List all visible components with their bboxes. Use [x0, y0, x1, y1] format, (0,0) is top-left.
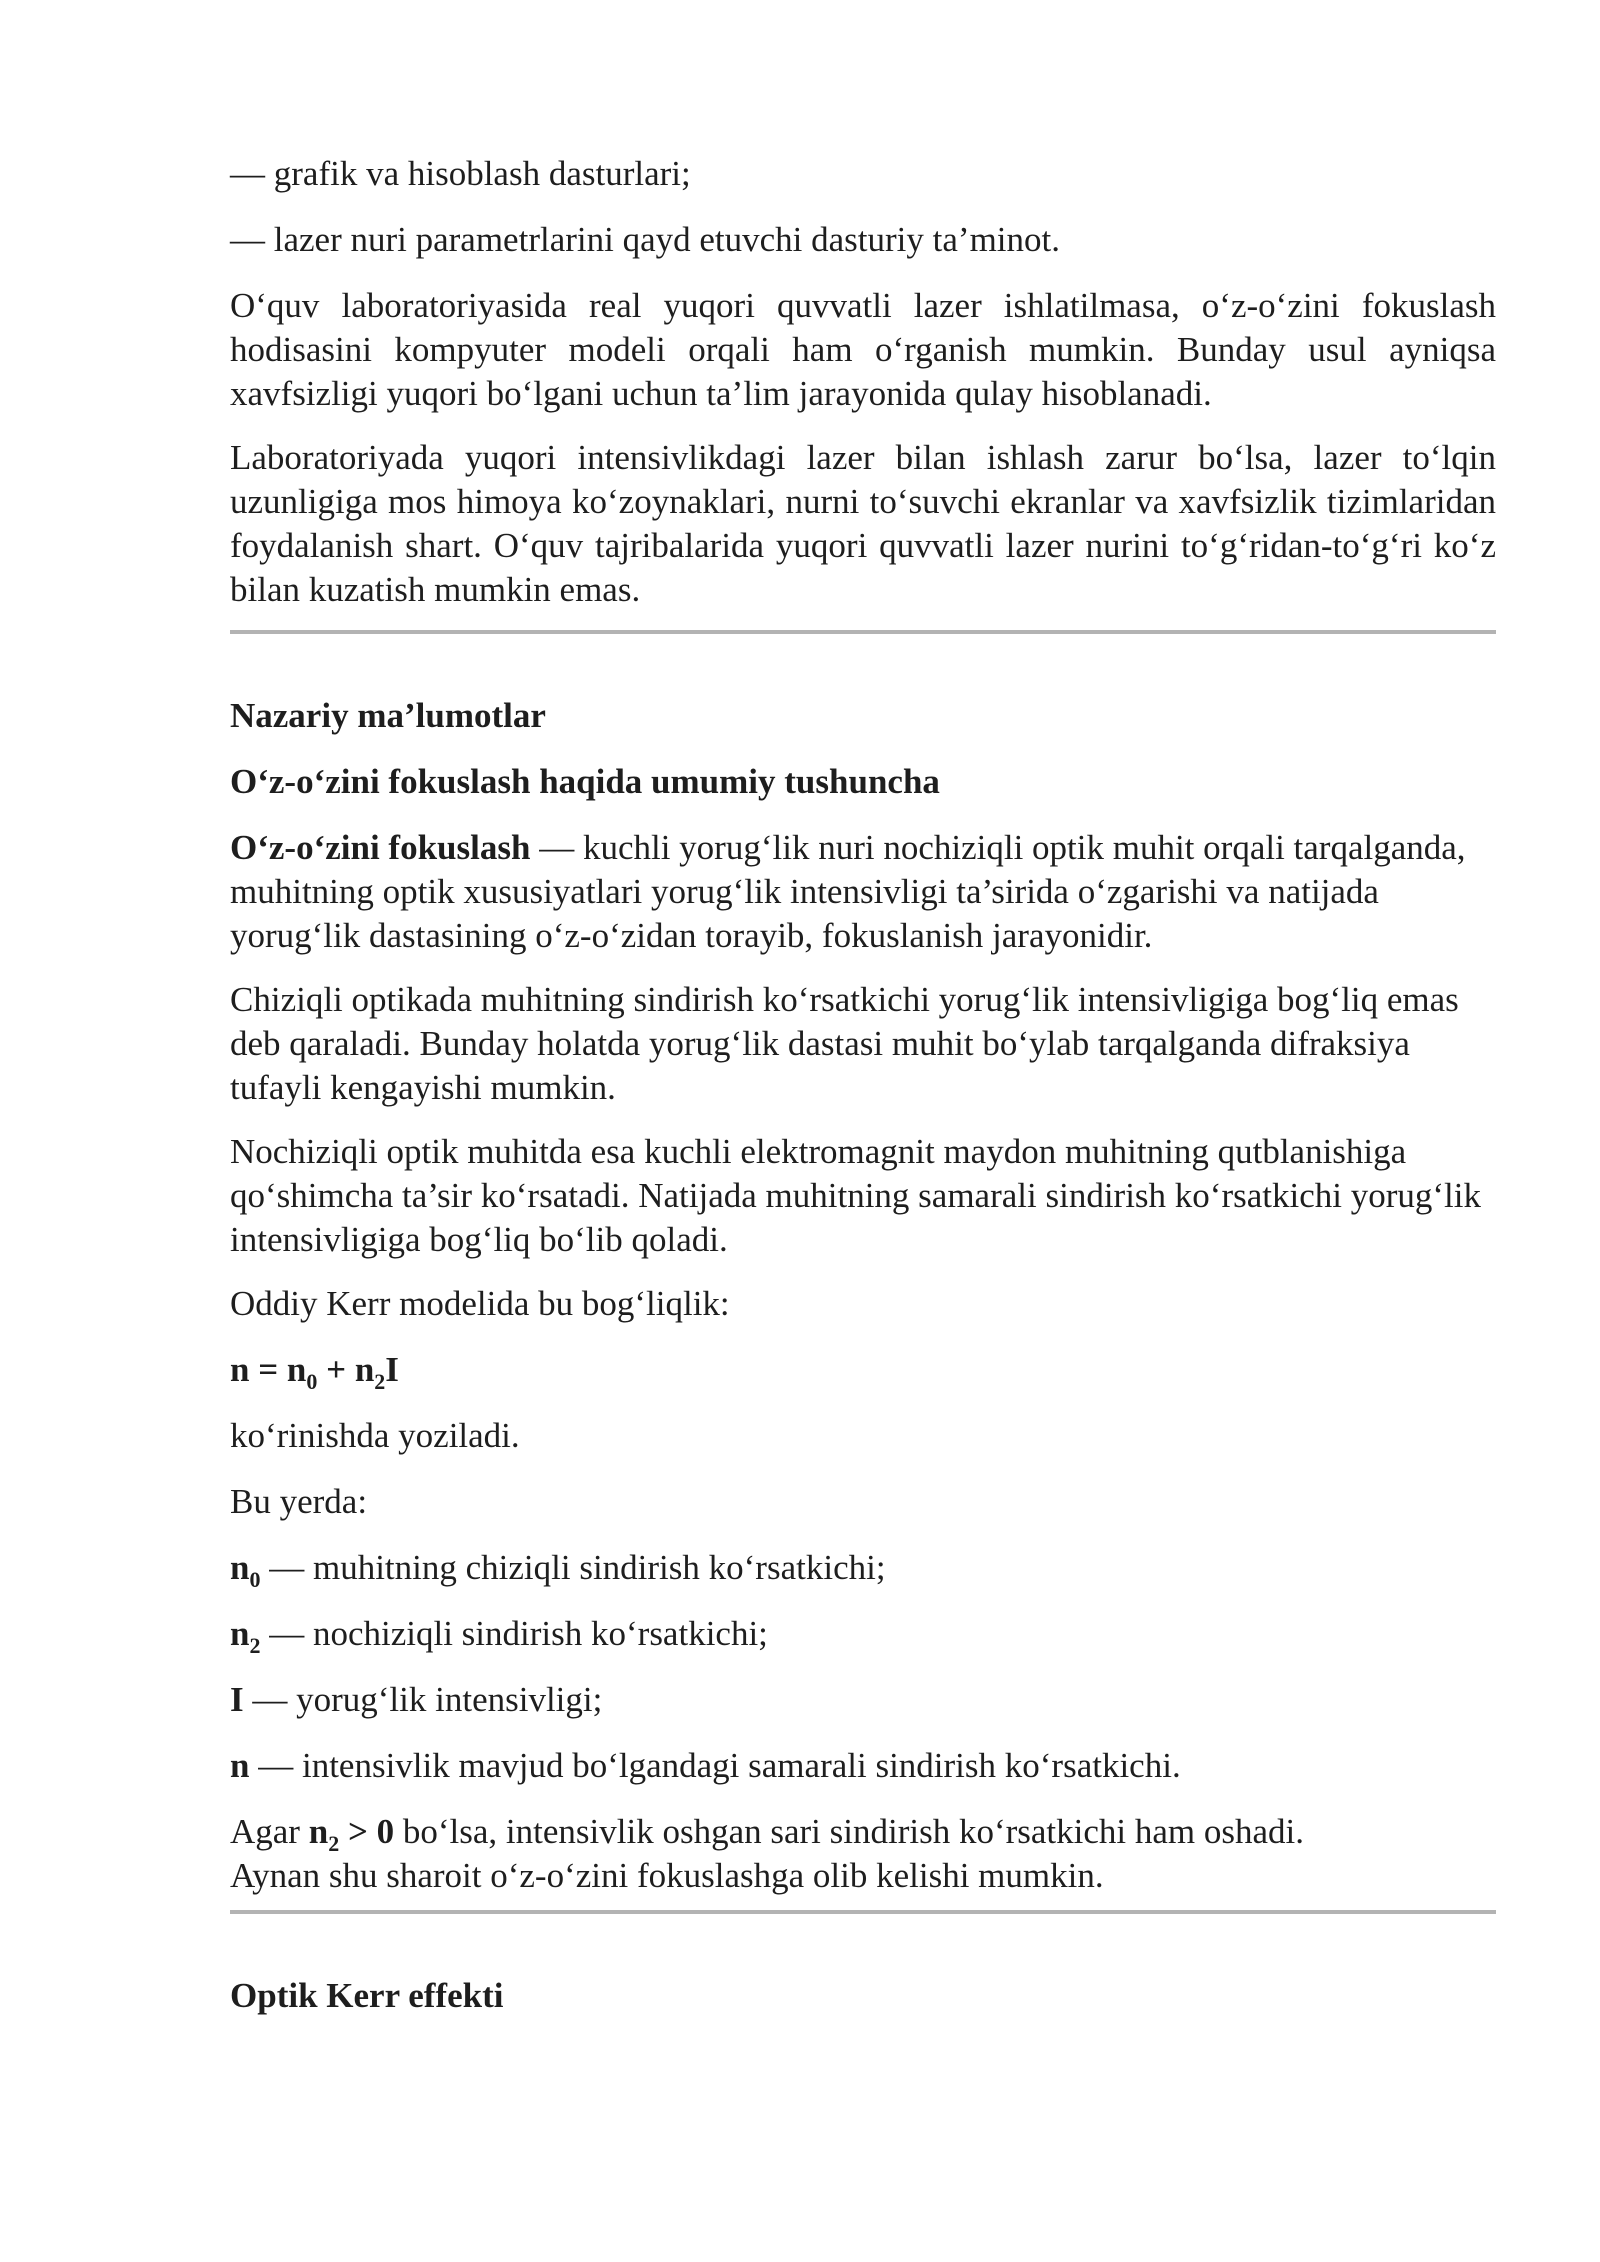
section-heading: Nazariy ma’lumotlar: [230, 696, 546, 735]
symbol: I: [230, 1680, 244, 1719]
kerr-formula: [230, 1348, 1496, 1392]
list-item: — grafik va hisoblash dasturlari;: [230, 154, 691, 193]
paragraph: Laboratoriyada yuqori intensivlikdagi lazer bilan ishlash zarur bo‘lsa, lazer to‘lqin uzunligiga mos himoya ko‘zoynaklari, nurni to‘suvchi ekranlar va xavfsizlik tizimlaridan foydalanish shart. O‘quv tajribalarida yuqori quvvatli lazer nurini to‘g‘ridan-to‘g‘ri ko‘z bilan kuzatish mumkin emas.: [230, 438, 1496, 609]
definition-text: — kuchli yorug‘lik nuri nochiziqli optik muhit orqali tarqalganda, muhitning optik xususiyatlari yorug‘lik intensivligi ta’sirida o‘zgarishi va natijada yorug‘lik dastasining o‘z-o‘zidan torayib, fokuslanish jarayonidir.: [230, 828, 1466, 955]
paragraph: Nochiziqli optik muhitda esa kuchli elektromagnit maydon muhitning qutblanishiga qo‘shimcha ta’sir ko‘rsatadi. Natijada muhitning samarali sindirish ko‘rsatkichi yorug‘lik intensivligiga bog‘liq bo‘lib qoladi.: [230, 1132, 1481, 1259]
paragraph: O‘quv laboratoriyasida real yuqori quvvatli lazer ishlatilmasa, o‘z-o‘zini fokuslash hodisasini kompyuter modeli orqali ham o‘rganish mumkin. Bunday usul ayniqsa xavfsizligi yuqori bo‘lgani uchun ta’lim jarayonida qulay hisoblanadi.: [230, 286, 1496, 413]
symbol-subscript: 0: [249, 1567, 261, 1592]
formula-part: + n: [317, 1350, 375, 1389]
condition: > 0: [339, 1812, 395, 1851]
symbol-description: — intensivlik mavjud bo‘lgandagi samarali sindirish ko‘rsatkichi.: [249, 1746, 1181, 1785]
section-heading: Optik Kerr effekti: [230, 1976, 504, 2015]
conclusion-text: Aynan shu sharoit o‘z-o‘zini fokuslashga olib kelishi mumkin.: [230, 1856, 1104, 1895]
definition-item: [230, 1678, 1496, 1722]
definition-paragraph: [230, 826, 1496, 958]
paragraph: Oddiy Kerr modelida bu bog‘liqlik:: [230, 1284, 730, 1323]
definition-item: [230, 1612, 1496, 1656]
horizontal-divider: [230, 1910, 1496, 1914]
paragraph: ko‘rinishda yoziladi.: [230, 1416, 520, 1455]
symbol-subscript: 2: [249, 1633, 261, 1658]
list-item: — lazer nuri parametrlarini qayd etuvchi dasturiy ta’minot.: [230, 220, 1060, 259]
definition-item: [230, 1744, 1496, 1788]
symbol-description: — yorug‘lik intensivligi;: [243, 1680, 603, 1719]
symbol-description: — muhitning chiziqli sindirish ko‘rsatkichi;: [260, 1548, 886, 1587]
symbol-description: — nochiziqli sindirish ko‘rsatkichi;: [260, 1614, 768, 1653]
conclusion-text: Agar: [230, 1812, 309, 1851]
subsection-heading: O‘z-o‘zini fokuslash haqida umumiy tushuncha: [230, 762, 940, 801]
horizontal-divider: [230, 630, 1496, 634]
formula-subscript: 0: [306, 1369, 318, 1394]
definition-term: O‘z-o‘zini fokuslash: [230, 828, 531, 867]
symbol: n: [230, 1614, 250, 1653]
symbol: n: [308, 1812, 329, 1851]
paragraph: Bu yerda:: [230, 1482, 368, 1521]
symbol-subscript: 2: [328, 1831, 340, 1856]
paragraph: Chiziqli optikada muhitning sindirish ko‘rsatkichi yorug‘lik intensivligiga bog‘liq emas deb qaraladi. Bunday holatda yorug‘lik dastasi muhit bo‘ylab tarqalganda difraksiya tufayli kengayishi mumkin.: [230, 980, 1459, 1107]
symbol: n: [230, 1746, 250, 1785]
formula-subscript: 2: [374, 1369, 386, 1394]
definition-item: [230, 1546, 1496, 1590]
conclusion-text: bo‘lsa, intensivlik oshgan sari sindirish ko‘rsatkichi ham oshadi.: [394, 1812, 1305, 1851]
formula-part: I: [385, 1350, 399, 1389]
symbol: n: [230, 1548, 250, 1587]
formula-part: n = n: [230, 1350, 307, 1389]
conclusion-paragraph: [230, 1810, 1496, 1898]
